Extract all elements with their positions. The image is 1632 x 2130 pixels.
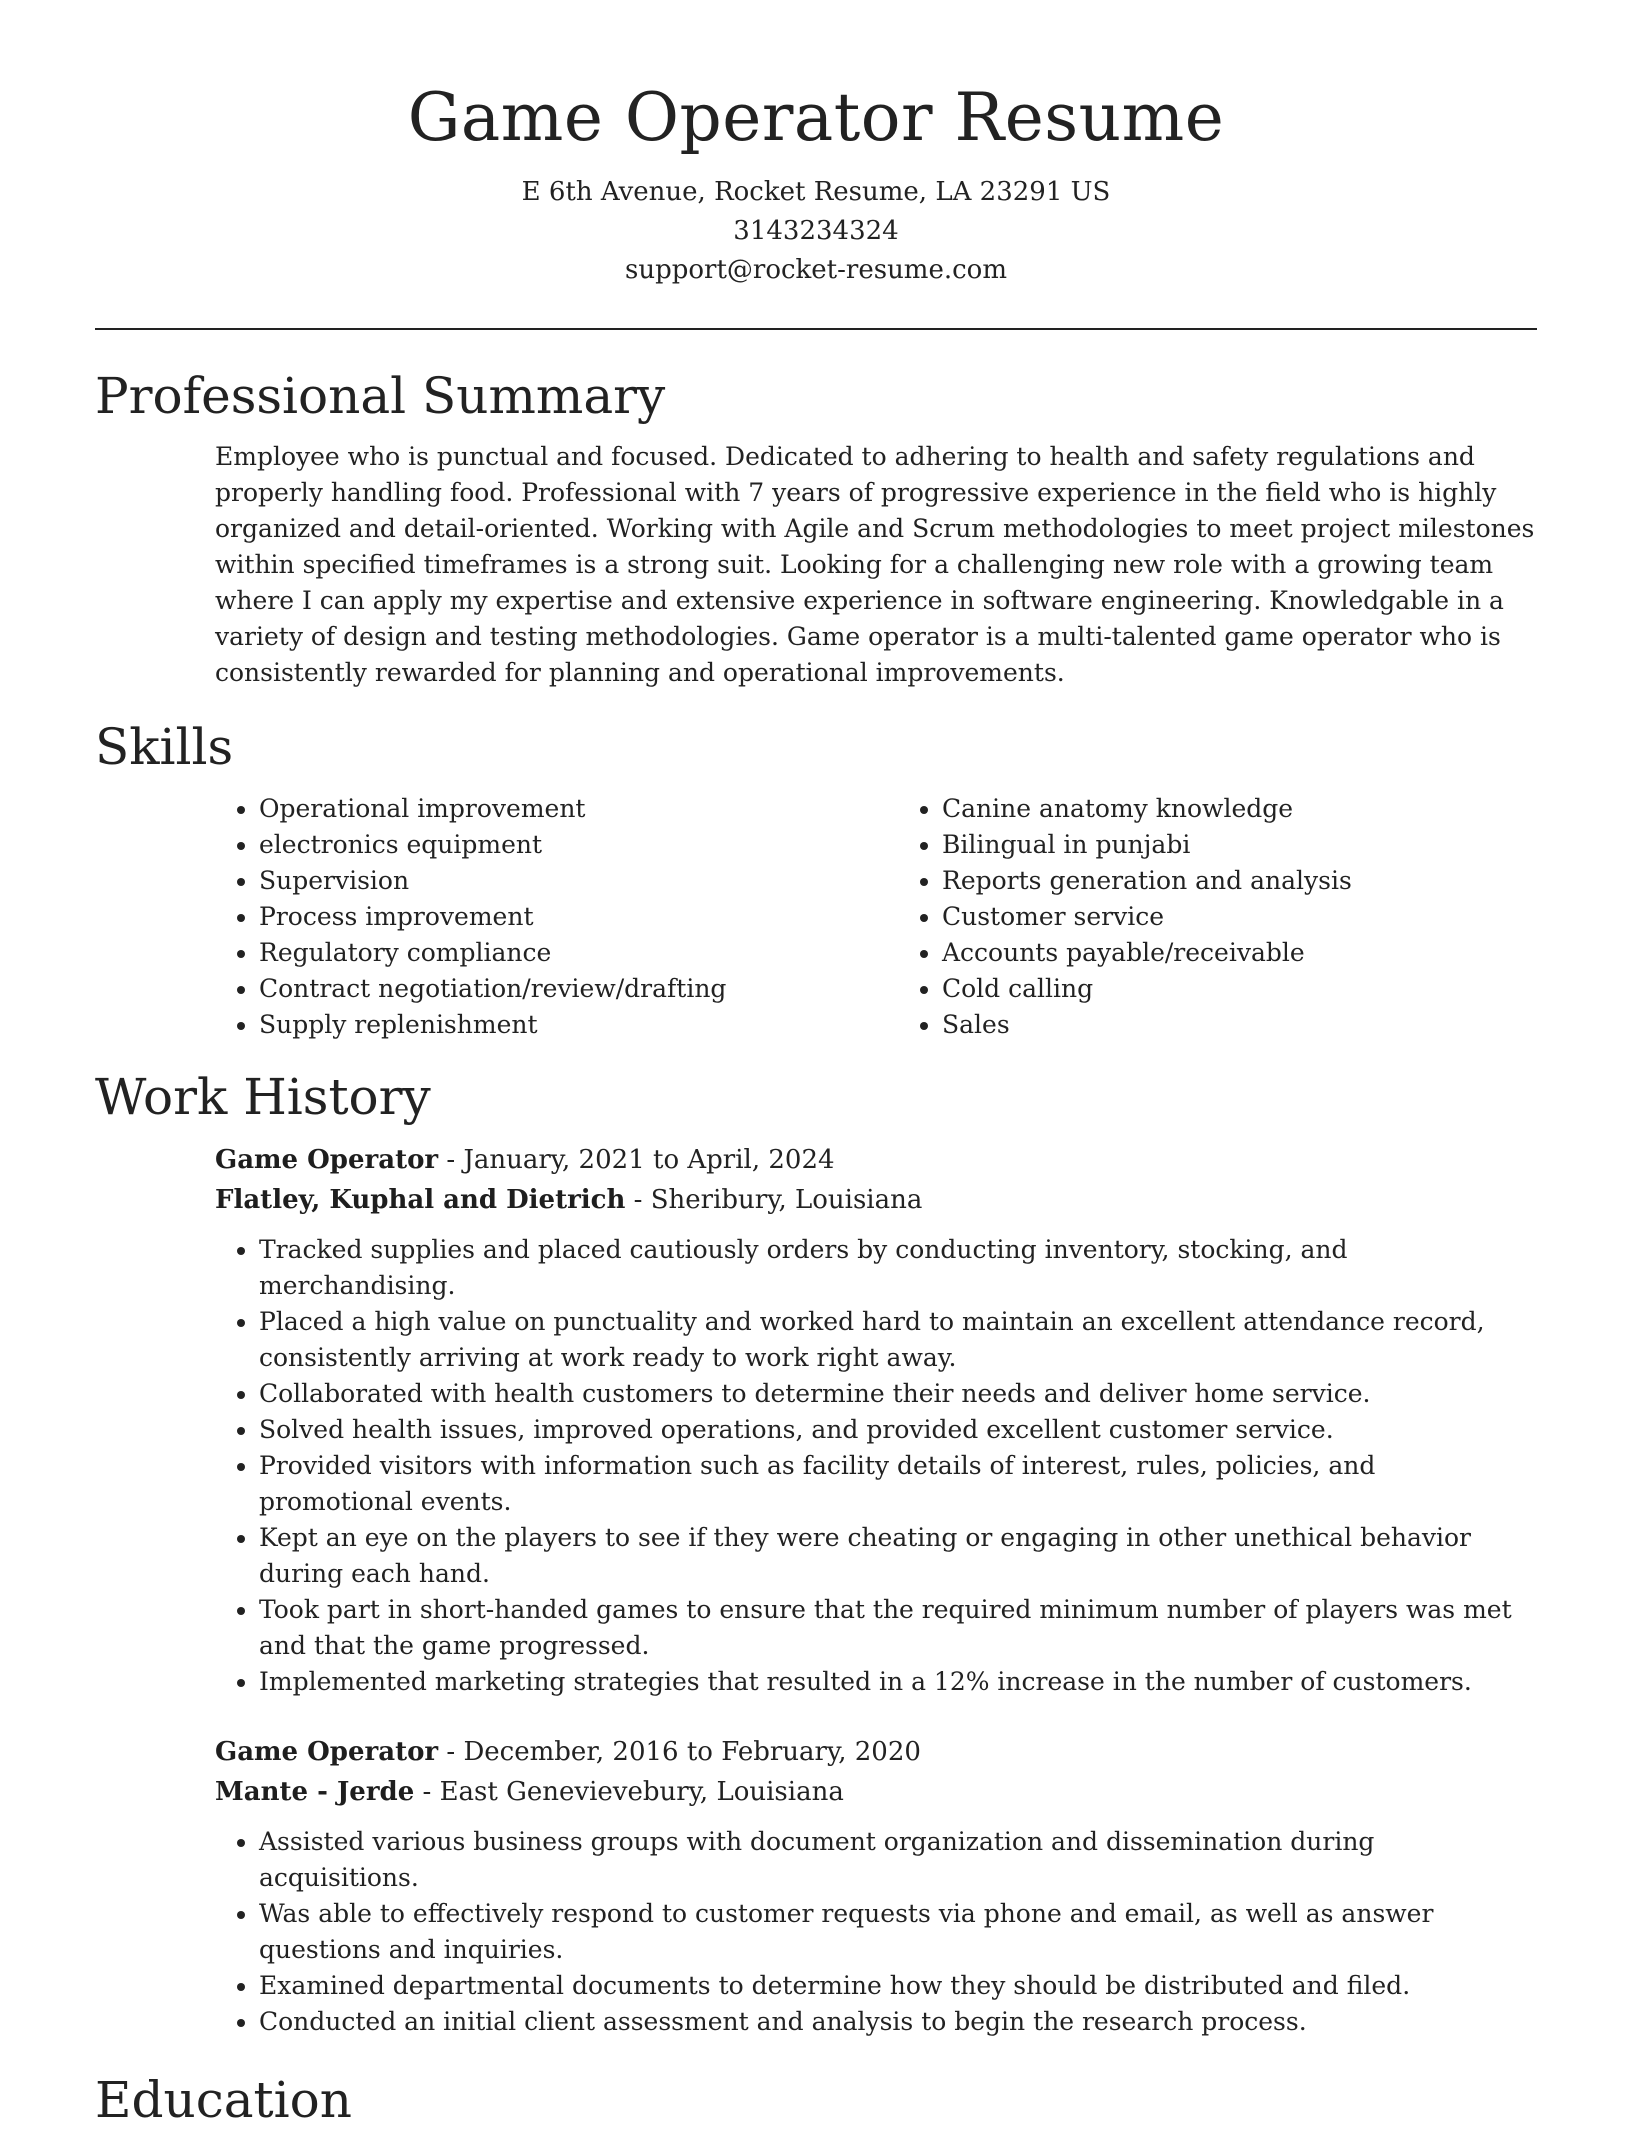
work-history-body	[95, 1140, 1537, 2040]
job-role: Game Operator	[215, 1737, 439, 1768]
job-bullet: • Assisted various business groups with document organization and dissemination during acquisitions.	[259, 1824, 1537, 1896]
job-company-line	[215, 1180, 1537, 1220]
skills-list-left	[215, 791, 854, 1043]
job-bullet: • Collaborated with health customers to determine their needs and deliver home service.	[259, 1376, 1537, 1412]
skill-item: • Operational improvement	[259, 791, 854, 827]
job-title-line	[215, 1140, 1537, 1180]
contact-phone: 3143234324	[733, 215, 899, 246]
job-bullet: • Tracked supplies and placed cautiously orders by conducting inventory, stocking, and merchandising.	[259, 1232, 1537, 1304]
skill-item: • Canine anatomy knowledge	[942, 791, 1537, 827]
job-bullet: • Kept an eye on the players to see if they were cheating or engaging in other unethical behavior during each hand.	[259, 1520, 1537, 1592]
job-entry	[215, 1140, 1537, 1700]
summary-section	[95, 368, 1537, 692]
job-bullet: • Conducted an initial client assessment and analysis to begin the research process.	[259, 2004, 1537, 2040]
job-separator: -	[414, 1777, 440, 1808]
header-divider	[95, 328, 1537, 330]
skill-item: • Cold calling	[942, 971, 1537, 1007]
skills-list-right	[898, 791, 1537, 1043]
skill-item: • electronics equipment	[259, 827, 854, 863]
work-history-heading: Work History	[95, 1067, 431, 1126]
job-entry	[215, 1732, 1537, 2040]
skill-item: • Process improvement	[259, 899, 854, 935]
summary-body	[95, 439, 1537, 691]
job-bullet: • Solved health issues, improved operations, and provided excellent customer service.	[259, 1412, 1537, 1448]
contact-email: support@rocket-resume.com	[624, 254, 1007, 285]
skills-section	[95, 719, 1537, 1043]
education-section	[95, 2072, 1537, 2130]
job-separator: -	[438, 1145, 464, 1176]
job-company: Flatley, Kuphal and Dietrich	[215, 1185, 626, 1216]
job-dates: January, 2021 to April, 2024	[463, 1145, 835, 1176]
skill-item: • Customer service	[942, 899, 1537, 935]
job-company-line	[215, 1772, 1537, 1812]
job-bullet: • Placed a high value on punctuality and worked hard to maintain an excellent attendance record, consistently arriving at work ready to work right away.	[259, 1304, 1537, 1376]
skill-item: • Regulatory compliance	[259, 935, 854, 971]
job-bullets	[215, 1232, 1537, 1700]
work-history-section	[95, 1069, 1537, 2041]
resume-header	[95, 0, 1537, 290]
job-separator: -	[438, 1737, 464, 1768]
summary-heading: Professional Summary	[95, 366, 666, 425]
contact-address: E 6th Avenue, Rocket Resume, LA 23291 US	[521, 176, 1111, 207]
job-bullets	[215, 1824, 1537, 2040]
summary-text: Employee who is punctual and focused. Dedicated to adhering to health and safety regulations and properly handling food. Professional with 7 years of progressive experience in the field who is highly organized and detail-oriented. Working with Agile and Scrum methodologies to meet project milestones within specified timeframes is a strong suit. Looking for a challenging new role with a growing team where I can apply my expertise and extensive experience in software engineering. Knowledgable in a variety of design and testing methodologies. Game operator is a multi-talented game operator who is consistently rewarded for planning and operational improvements.	[215, 442, 1535, 688]
skills-heading: Skills	[95, 718, 234, 777]
skill-item: • Sales	[942, 1007, 1537, 1043]
job-bullet: • Implemented marketing strategies that resulted in a 12% increase in the number of customers.	[259, 1664, 1537, 1700]
skills-grid	[215, 791, 1537, 1043]
job-bullet: • Took part in short-handed games to ensure that the required minimum number of players was met and that the game progressed.	[259, 1592, 1537, 1664]
skill-item: • Reports generation and analysis	[942, 863, 1537, 899]
job-title-line	[215, 1732, 1537, 1772]
skill-item: • Supervision	[259, 863, 854, 899]
job-bullet: • Provided visitors with information such as facility details of interest, rules, policies, and promotional events.	[259, 1448, 1537, 1520]
job-company: Mante - Jerde	[215, 1777, 415, 1808]
job-location: Sheribury, Louisiana	[650, 1185, 923, 1216]
job-location: East Genevievebury, Louisiana	[439, 1777, 844, 1808]
job-bullet: • Examined departmental documents to determine how they should be distributed and filed.	[259, 1968, 1537, 2004]
job-dates: December, 2016 to February, 2020	[463, 1737, 921, 1768]
skill-item: • Bilingual in punjabi	[942, 827, 1537, 863]
job-bullet: • Was able to effectively respond to customer requests via phone and email, as well as answer questions and inquiries.	[259, 1896, 1537, 1968]
skill-item: • Accounts payable/receivable	[942, 935, 1537, 971]
skill-item: • Contract negotiation/review/drafting	[259, 971, 854, 1007]
resume-title: Game Operator Resume	[407, 79, 1225, 156]
job-separator: -	[625, 1185, 651, 1216]
job-role: Game Operator	[215, 1145, 439, 1176]
skill-item: • Supply replenishment	[259, 1007, 854, 1043]
skills-body	[95, 791, 1537, 1043]
education-heading: Education	[95, 2071, 352, 2130]
